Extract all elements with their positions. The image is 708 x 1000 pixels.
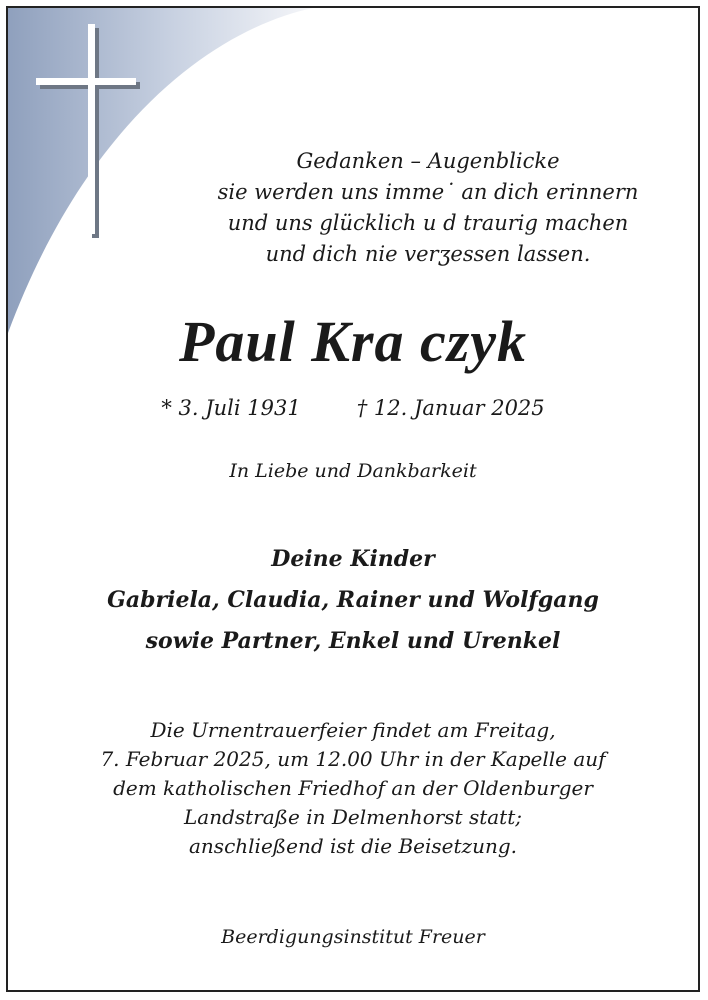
thanks-line: In Liebe und Dankbarkeit (229, 460, 477, 482)
service-line: dem katholischen Friedhof an der Oldenburger (113, 776, 593, 800)
cross-icon (8, 8, 148, 248)
service-line: Die Urnentrauerfeier findet am Freitag, (150, 718, 556, 742)
service-line: anschließend ist die Beisetzung. (189, 834, 517, 858)
service-line: Landstraße in Delmenhorst statt; (184, 805, 522, 829)
life-dates (8, 396, 698, 420)
undertaker: Beerdigungsinstitut Freuer (221, 926, 485, 948)
family-line: Deine Kinder (271, 546, 435, 572)
family-line: Gabriela, Claudia, Rainer und Wolfgang (107, 587, 599, 613)
family-block (8, 539, 698, 662)
deceased-name: Paul Kra czyk (178, 309, 528, 374)
death-date: † 12. Januar 2025 (356, 396, 545, 420)
poem-line: sie werden uns imme˙ an dich erinnern (217, 180, 639, 204)
poem-line: und dich nie verʒessen lassen. (265, 242, 591, 266)
service-info (8, 716, 698, 861)
poem-line: Gedanken – Augenblicke (296, 149, 560, 173)
notice-frame (6, 6, 700, 992)
poem-line: und uns glücklich u d traurig machen (227, 211, 629, 235)
birth-date: * 3. Juli 1931 (161, 396, 301, 420)
poem (188, 146, 668, 270)
family-line: sowie Partner, Enkel und Urenkel (145, 628, 561, 654)
service-line: 7. Februar 2025, um 12.00 Uhr in der Kapelle auf (100, 747, 606, 771)
